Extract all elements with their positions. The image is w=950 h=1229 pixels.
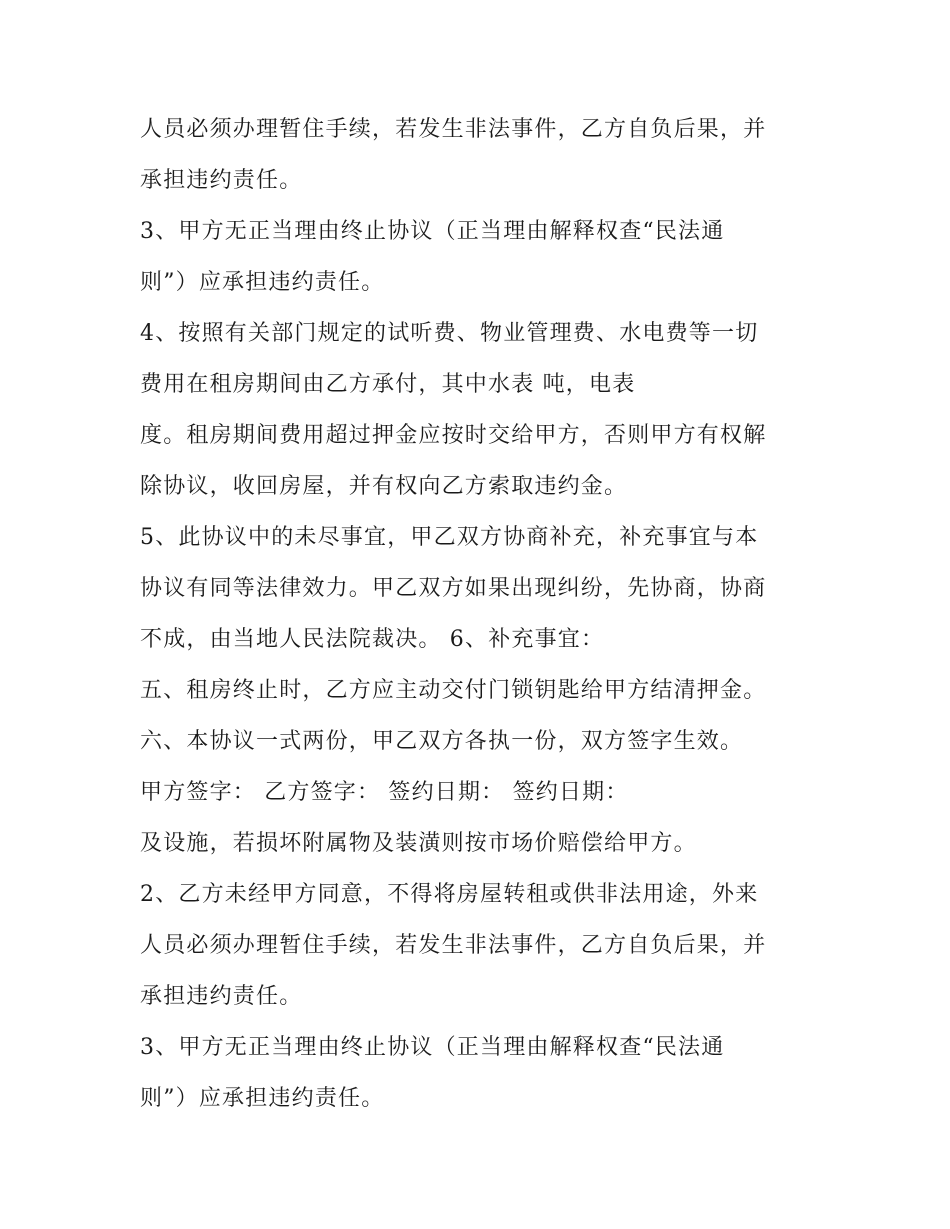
text-line: 承担违约责任。 [140,168,303,193]
text-line: 六、本协议一式两份，甲乙双方各执一份，双方签字生效。 [140,729,744,754]
document-body [140,104,840,1124]
text-line: 2、乙方未经甲方同意，不得将房屋转租或供非法用途，外来 [140,882,759,907]
text-line: 五、租房终止时，乙方应主动交付门锁钥匙给甲方结清押金。 [140,678,767,703]
text-line: 人员必须办理暂住手续，若发生非法事件，乙方自负后果，并 [140,117,767,142]
text-line: 不成，由当地人民法院裁决。 6、补充事宜： [140,627,605,652]
signature-line: 甲方签字： 乙方签字： 签约日期： 签约日期： [140,780,629,805]
text-line: 则”）应承担违约责任。 [140,270,385,295]
text-line: 则”）应承担违约责任。 [140,1086,385,1111]
text-line: 及设施，若损坏附属物及装潢则按市场价赔偿给甲方。 [140,831,697,856]
text-line: 4、按照有关部门规定的试听费、物业管理费、水电费等一切 [140,321,759,346]
text-line: 3、甲方无正当理由终止协议（正当理由解释权查“民法通 [140,219,725,244]
text-line: 除协议，收回房屋，并有权向乙方索取违约金。 [140,474,628,499]
text-line: 3、甲方无正当理由终止协议（正当理由解释权查“民法通 [140,1035,725,1060]
text-line: 人员必须办理暂住手续，若发生非法事件，乙方自负后果，并 [140,933,767,958]
text-line: 5、此协议中的未尽事宜，甲乙双方协商补充，补充事宜与本 [140,525,759,550]
text-line: 度。租房期间费用超过押金应按时交给甲方，否则甲方有权解 [140,423,767,448]
text-line: 费用在租房期间由乙方承付，其中水表 吨，电表 [140,372,636,397]
text-line: 承担违约责任。 [140,984,303,1009]
text-line: 协议有同等法律效力。甲乙双方如果出现纠纷，先协商，协商 [140,576,767,601]
